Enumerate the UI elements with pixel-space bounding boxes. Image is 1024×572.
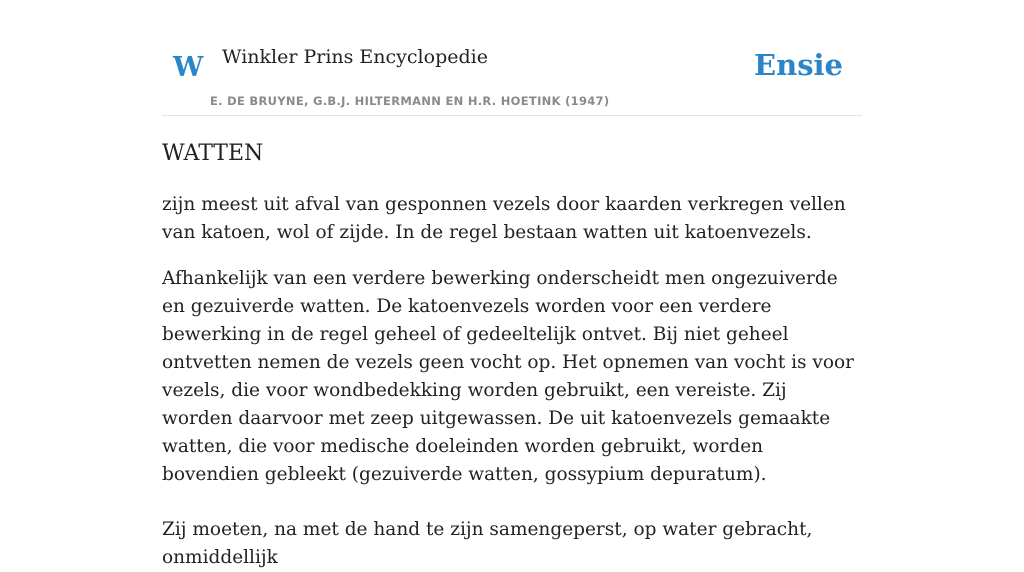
ensie-logo[interactable]: Ensie xyxy=(754,48,843,82)
article-paragraph: Zij moeten, na met de hand te zijn samengeperst, op water gebracht, onmiddellijk xyxy=(162,519,813,569)
source-title[interactable]: Winkler Prins Encyclopedie xyxy=(222,46,488,68)
source-authors: E. DE BRUYNE, G.B.J. HILTERMANN EN H.R. HOETINK (1947) xyxy=(210,94,610,108)
article-paragraph: Afhankelijk van een verdere bewerking onderscheidt men ongezuiverde en gezuiverde watten. De katoenvezels worden voor een verdere bewerking in de regel geheel of gedeeltelijk ontvet. Bij niet geheel ontvetten nemen de vezels geen vocht op. Het opnemen van vocht is voor vezels, die voor wondbedekking worden gebruikt, een vereiste. Zij worden daarvoor met zeep uitgewassen. De uit katoenvezels gemaakte watten, die voor medische doeleinden worden gebruikt, worden bovendien gebleekt (gezuiverde watten, gossypium depuratum). xyxy=(162,268,855,486)
article-paragraph: zijn meest uit afval van gesponnen vezels door kaarden verkregen vellen van katoen, wol of zijde. In de regel bestaan watten uit katoenvezels. xyxy=(162,194,846,244)
encyclopedia-logo-icon[interactable]: W xyxy=(173,52,204,83)
article xyxy=(162,141,862,572)
article-headword: WATTEN xyxy=(162,141,264,166)
site-header xyxy=(162,0,862,116)
page xyxy=(162,0,862,572)
